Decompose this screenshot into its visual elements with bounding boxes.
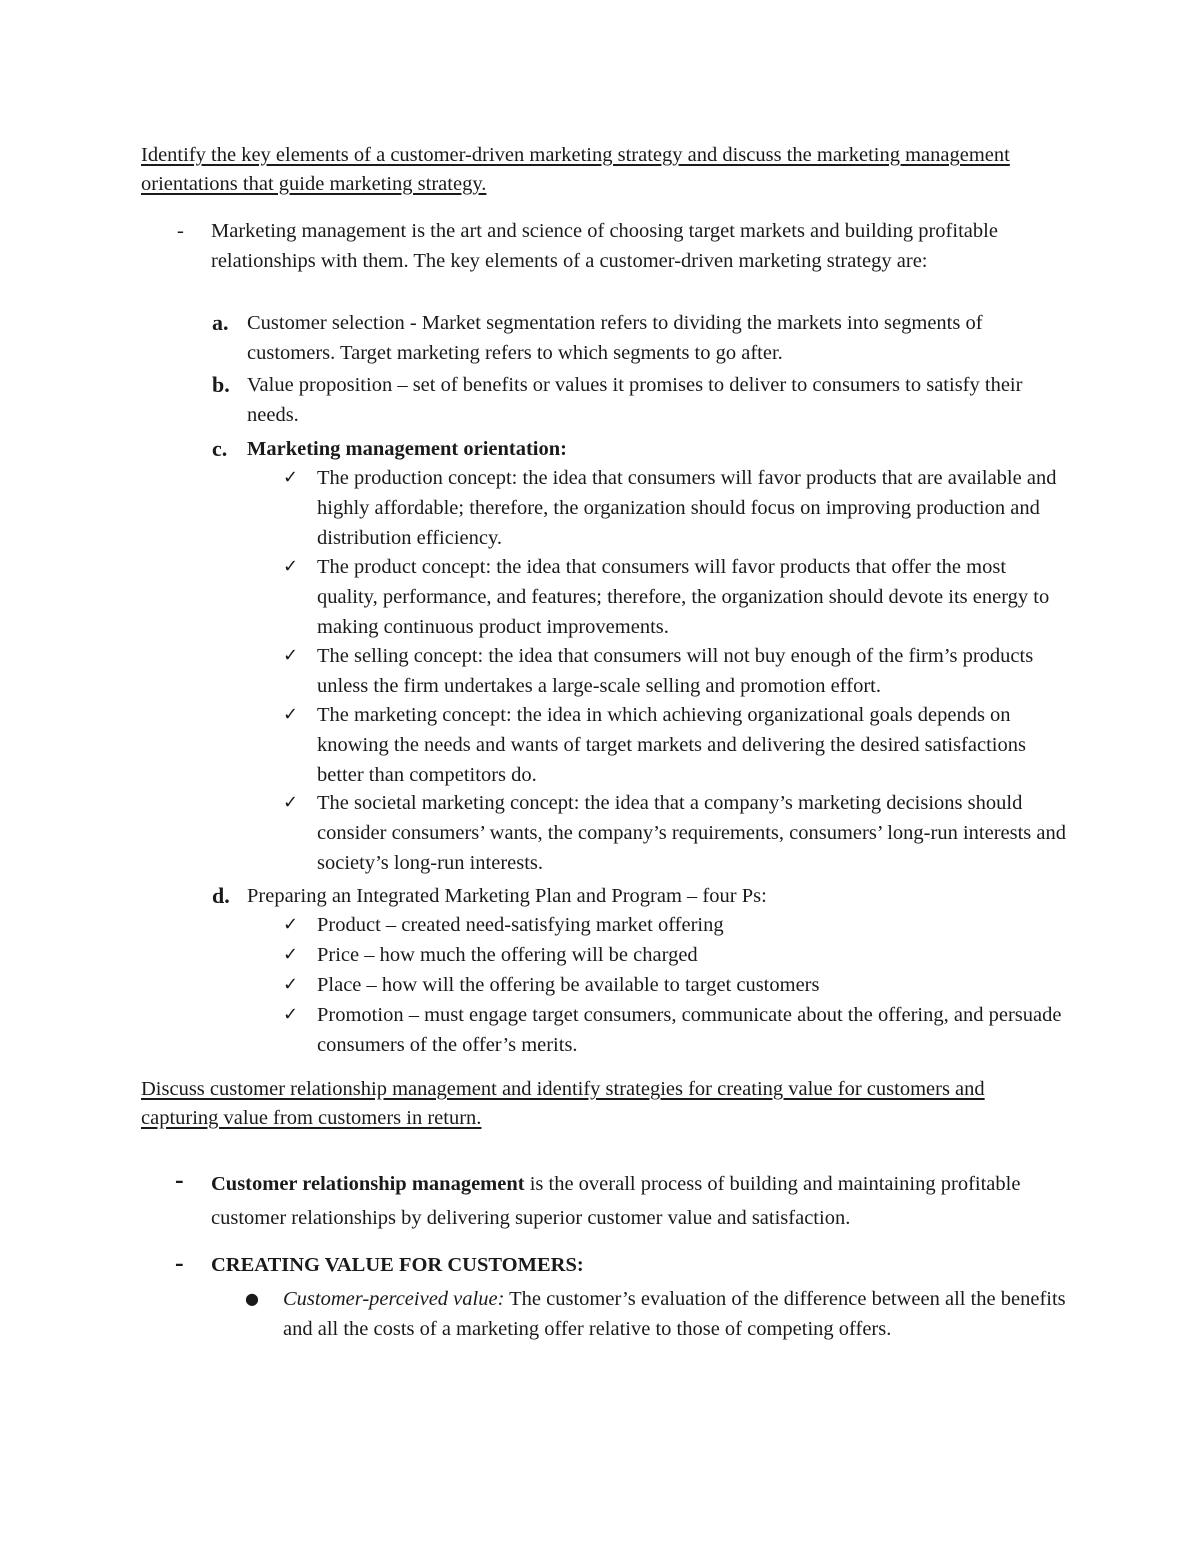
dash-marker: - (177, 220, 184, 242)
list-letter-a: a. (212, 310, 229, 335)
intro-paragraph: Marketing management is the art and science of choosing target markets and building profitable relationships with them. The key elements of a customer-driven marketing strategy are: (211, 220, 998, 272)
list-item-orientation-title: Marketing management orientation: (247, 438, 567, 460)
sublist-item-place: Place – how will the offering be available to target customers (317, 974, 820, 996)
list-item-four-ps: Preparing an Integrated Marketing Plan and Program – four Ps: (247, 885, 767, 907)
customer-perceived-value-paragraph (283, 1284, 1073, 1344)
sublist-item-product-concept: The product concept: the idea that consumers will favor products that offer the most quality, performance, and features; therefore, the organization should devote its energy to making continuous product improvements. (317, 556, 1050, 638)
checkmark-icon: ✓ (283, 944, 299, 965)
checkmark-icon: ✓ (283, 704, 299, 725)
sublist-item-price: Price – how much the offering will be charged (317, 944, 698, 966)
crm-paragraph (211, 1167, 1061, 1235)
checkmark-icon: ✓ (283, 556, 299, 577)
creating-value-title: CREATING VALUE FOR CUSTOMERS: (211, 1254, 584, 1276)
sublist-item-product: Product – created need-satisfying market offering (317, 914, 724, 936)
dash-marker: - (175, 1165, 184, 1194)
checkmark-icon: ✓ (283, 792, 299, 813)
sublist-item-promotion: Promotion – must engage target consumers, communicate about the offering, and persuade consumers of the offer’s merits. (317, 1004, 1062, 1056)
section-heading-crm: Discuss customer relationship management and identify strategies for creating value for customers and capturing value from customers in return. (141, 1078, 985, 1129)
checkmark-icon: ✓ (283, 645, 299, 666)
list-letter-d: d. (212, 883, 230, 908)
checkmark-icon: ✓ (283, 467, 299, 488)
crm-term: Customer relationship management (211, 1173, 525, 1195)
sublist-item-production-concept: The production concept: the idea that consumers will favor products that are available and highly affordable; therefore, the organization should focus on improving production and distribution efficiency. (317, 467, 1057, 549)
checkmark-icon: ✓ (283, 914, 299, 935)
checkmark-icon: ✓ (283, 974, 299, 995)
cpv-definition: The customer’s evaluation of the difference between all the benefits and all the costs of a marketing offer relative to those of competing offers. (283, 1288, 1066, 1340)
section-heading-strategy: Identify the key elements of a customer-driven marketing strategy and discuss the marketing management orientations that guide marketing strategy. (141, 144, 1010, 195)
bullet-icon: ● (245, 1289, 259, 1308)
sublist-item-societal-marketing-concept: The societal marketing concept: the idea that a company’s marketing decisions should consider consumers’ wants, the company’s requirements, consumers’ long-run interests and society’s long-run interests. (317, 792, 1067, 874)
list-letter-c: c. (212, 436, 228, 461)
list-item-value-proposition: Value proposition – set of benefits or values it promises to deliver to consumers to satisfy their needs. (247, 374, 1023, 426)
dash-marker: - (175, 1248, 184, 1277)
checkmark-icon: ✓ (283, 1004, 299, 1025)
sublist-item-marketing-concept: The marketing concept: the idea in which achieving organizational goals depends on knowing the needs and wants of target markets and delivering the desired satisfactions better than competitors do. (317, 704, 1026, 786)
list-item-customer-selection: Customer selection - Market segmentation refers to dividing the markets into segments of customers. Target marketing refers to which segments to go after. (247, 312, 983, 364)
crm-definition: is the overall process of building and maintaining profitable customer relationships by delivering superior customer value and satisfaction. (211, 1173, 1021, 1229)
cpv-term: Customer-perceived value: (283, 1288, 505, 1310)
sublist-item-selling-concept: The selling concept: the idea that consumers will not buy enough of the firm’s products unless the firm undertakes a large-scale selling and promotion effort. (317, 645, 1034, 697)
list-letter-b: b. (212, 372, 230, 397)
